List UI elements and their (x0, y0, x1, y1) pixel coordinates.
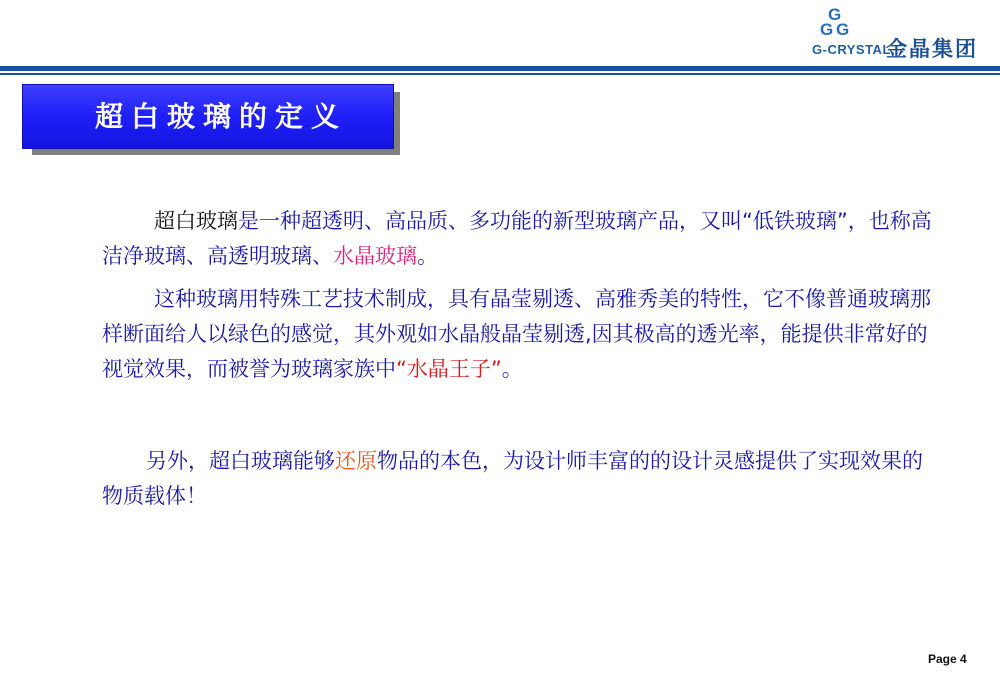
title-banner (22, 84, 394, 149)
design-text-end: 物品的本色，为设计师丰富的的设计灵感提供了实现效果的物质载体！ (102, 449, 923, 508)
definition-end: 。 (417, 244, 438, 268)
design-text-start: 另外，超白玻璃能够 (146, 449, 335, 473)
term-restore: 还原 (335, 449, 377, 473)
logo-mark-top: G (828, 5, 842, 24)
paragraph-design (102, 444, 932, 514)
definition-text: 是一种超透明、高品质、多功能的新型玻璃产品，又叫“低铁玻璃”，也称高洁净玻璃、高透明玻璃、 (102, 209, 932, 268)
paragraph-properties (102, 282, 932, 387)
term-ultra-white-glass: 超白玻璃 (154, 209, 238, 233)
logo-mark-left: G (820, 20, 834, 39)
properties-end: 。 (501, 357, 523, 381)
logo-chinese-name: 金晶集团 (886, 36, 978, 61)
slide-title: 超白玻璃的定义 (95, 100, 348, 133)
properties-text: 这种玻璃用特殊工艺技术制成，具有晶莹剔透、高雅秀美的特性，它不像普通玻璃那样断面给人以绿色的感觉，其外观如水晶般晶莹剔透,因其极高的透光率，能提供非常好的视觉效果，而被誉为玻璃家族中 (102, 287, 931, 381)
term-crystal-prince: “水晶王子” (396, 357, 502, 381)
term-crystal-glass: 水晶玻璃 (333, 244, 417, 268)
logo-english-name: G-CRYSTAL (812, 42, 891, 57)
header-rule-thick (0, 66, 1000, 71)
page-number: Page 4 (928, 652, 967, 666)
company-logo (812, 6, 1000, 62)
header-rule-thin (0, 73, 1000, 75)
paragraph-definition (102, 204, 932, 274)
logo-mark-right: G (836, 20, 850, 39)
